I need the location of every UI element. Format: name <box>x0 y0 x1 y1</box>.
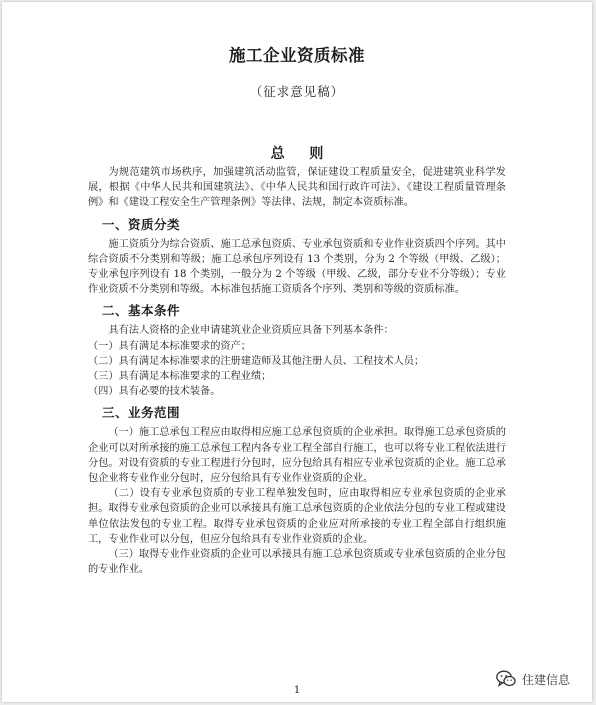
section-heading: 三、业务范围 <box>102 405 181 421</box>
condition-item: （四）具有必要的技术装备。 <box>88 386 221 398</box>
intro-paragraph: 为规范建筑市场秩序，加强建筑活动监管，保证建设工程质量安全，促进建筑业科学发展，根据《中华人民共和国建筑法》、《中华人民共和国行政许可法》、《建设工程质量管理条例》和《建设工程安全生产管理条例》等法律、法规，制定本资质标准。 <box>88 167 506 209</box>
document-subtitle: （征求意见稿） <box>249 84 345 99</box>
document-body <box>88 165 506 577</box>
general-provisions-heading: 总 则 <box>270 146 334 162</box>
section-paragraph: （三）取得专业作业资质的企业可以承接具有施工总承包资质或专业承包资质的企业分包的专业作业。 <box>88 549 506 576</box>
section-paragraph: 具有法人资格的企业申请建筑业企业资质应具备下列基本条件： <box>108 325 394 337</box>
section-paragraph: 施工资质分为综合资质、施工总承包资质、专业承包资质和专业作业资质四个序列。其中综合资质不分类别和等级；施工总承包序列设有 13 个类别，分为 2 个等级（甲级、乙级）；专业承包序列设有 18 个类别，一般分为 2 个等级（甲级、乙级，部分专业不分等级）；专业作业资质不分类别和等级。本标准包括施工资质各个序列、类别和等级的资质标准。 <box>88 238 506 296</box>
document-title: 施工企业资质标准 <box>229 46 365 65</box>
watermark-text: 住建信息 <box>522 672 571 687</box>
condition-item: （二）具有满足本标准要求的注册建造师及其他注册人员、工程技术人员； <box>88 355 425 367</box>
section-paragraph: （一）施工总承包工程应由取得相应施工总承包资质的企业承担。取得施工总承包资质的企业可以对所承接的施工总承包工程内各专业工程全部自行施工，也可以将专业工程依法进行分包。对设有资质的专业工程进行分包时，应分包给具有相应专业承包资质的企业。施工总承包企业将专业作业分包时，应分包给具有专业作业资质的企业。 <box>88 427 506 485</box>
page-number: 1 <box>293 685 301 696</box>
section-heading: 一、资质分类 <box>102 216 181 232</box>
document-page <box>2 2 592 702</box>
watermark <box>496 670 570 688</box>
wechat-icon <box>496 670 516 688</box>
section-paragraph: （二）设有专业承包资质的专业工程单独发包时，应由取得相应专业承包资质的企业承担。取得专业承包资质的企业可以承接具有施工总承包资质的企业依法分包的专业工程或建设单位依法发包的专业工程。取得专业承包资质的企业应对所承接的专业工程全部自行组织施工，专业作业可以分包，但应分包给具有专业作业资质的企业。 <box>88 488 506 545</box>
condition-item: （三）具有满足本标准要求的工程业绩； <box>88 371 272 383</box>
section-heading: 二、基本条件 <box>102 303 181 319</box>
condition-item: （一）具有满足本标准要求的资产； <box>88 340 251 352</box>
